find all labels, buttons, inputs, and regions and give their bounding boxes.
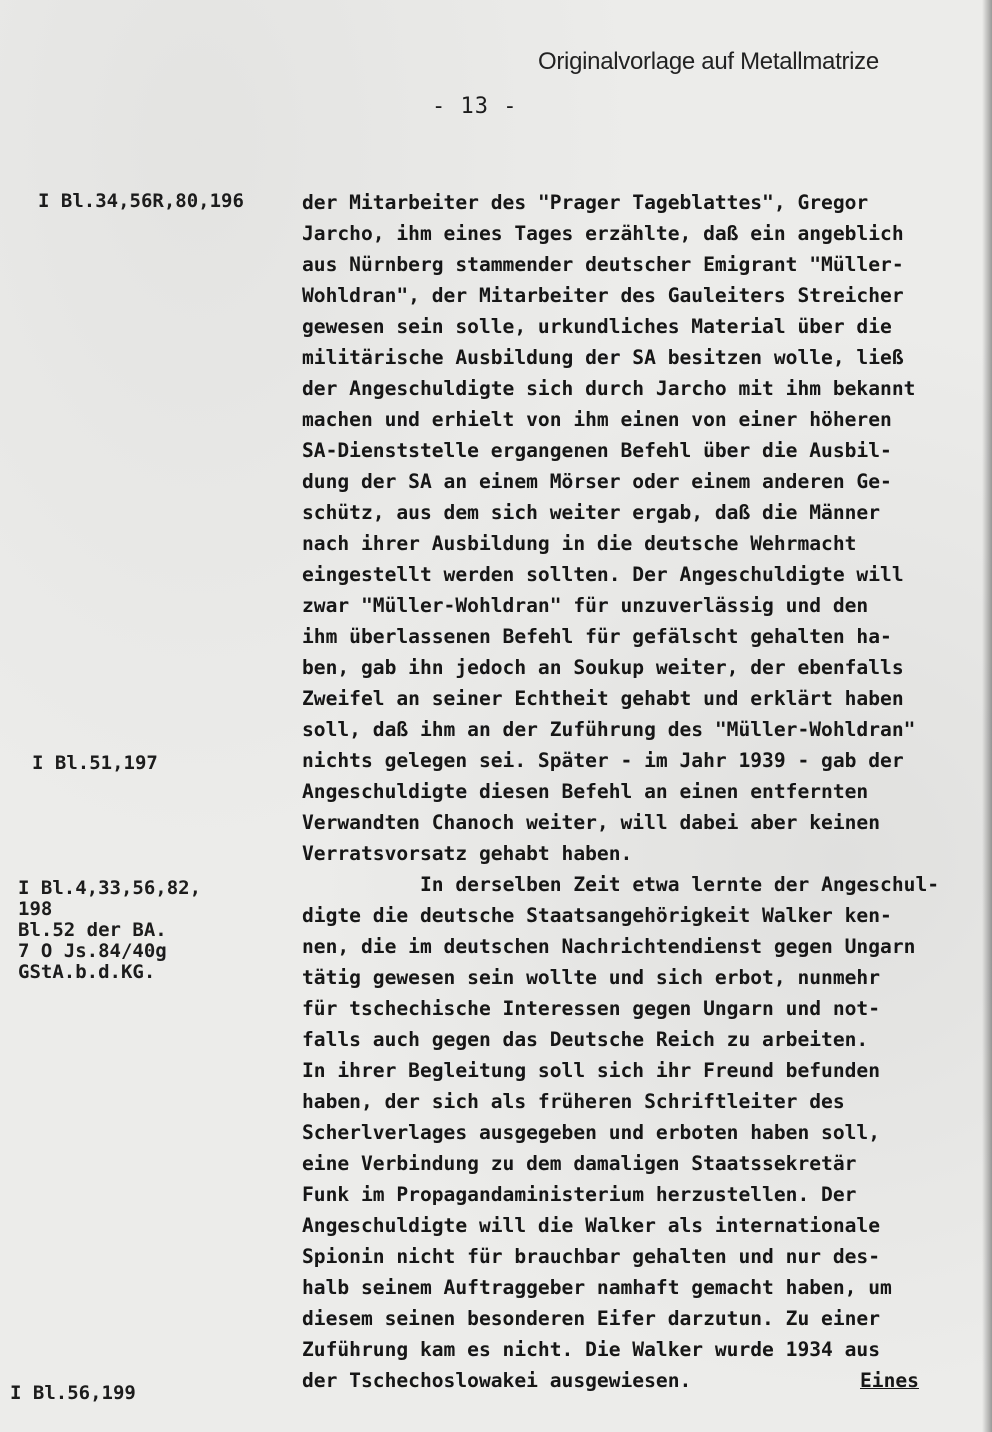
margin-reference-3: I Bl.4,33,56,82, 198 Bl.52 der BA. 7 O Js.84/40g GStA.b.d.KG.	[18, 877, 202, 983]
text-line: Zuführung kam es nicht. Die Walker wurde 1934 aus	[302, 1338, 881, 1361]
original-template-stamp: Originalvorlage auf Metallmatrize	[538, 48, 879, 75]
text-line: tätig gewesen sein wollte und sich erbot, nunmehr	[302, 966, 881, 989]
body-text	[302, 187, 982, 1396]
page-number: - 13 -	[432, 94, 518, 119]
text-line: dung der SA an einem Mörser oder einem anderen Ge-	[302, 470, 892, 493]
text-line: nach ihrer Ausbildung in die deutsche Wehrmacht	[302, 532, 857, 555]
text-line: schütz, aus dem sich weiter ergab, daß die Männer	[302, 501, 881, 524]
text-line: nichts gelegen sei. Später - im Jahr 1939 - gab der	[302, 749, 904, 772]
text-line: der Mitarbeiter des "Prager Tageblattes", Gregor	[302, 191, 869, 214]
margin-reference-1: I Bl.34,56R,80,196	[38, 190, 244, 212]
last-text-line	[302, 1365, 982, 1396]
text-line: haben, der sich als früheren Schriftleiter des	[302, 1090, 845, 1113]
text-line: halb seinem Auftraggeber namhaft gemacht haben, um	[302, 1276, 892, 1299]
text-line: soll, daß ihm an der Zuführung des "Müller-Wohldran"	[302, 718, 916, 741]
scan-edge-shadow	[982, 0, 992, 1432]
text-line: digte die deutsche Staatsangehörigkeit Walker ken-	[302, 904, 892, 927]
text-line: Spionin nicht für brauchbar gehalten und nur des-	[302, 1245, 881, 1268]
text-line: ihm überlassenen Befehl für gefälscht gehalten ha-	[302, 625, 892, 648]
text-line: machen und erhielt von ihm einen von einer höheren	[302, 408, 892, 431]
text-line: militärische Ausbildung der SA besitzen wolle, ließ	[302, 346, 904, 369]
text-line: für tschechische Interessen gegen Ungarn und not-	[302, 997, 881, 1020]
text-line: eine Verbindung zu dem damaligen Staatssekretär	[302, 1152, 857, 1175]
text-line: nen, die im deutschen Nachrichtendienst gegen Ungarn	[302, 935, 916, 958]
last-line-text: der Tschechoslowakei ausgewiesen.	[302, 1369, 692, 1392]
text-line: zwar "Müller-Wohldran" für unzuverlässig und den	[302, 594, 869, 617]
text-line: diesem seinen besonderen Eifer darzutun. Zu einer	[302, 1307, 881, 1330]
text-line: Wohldran", der Mitarbeiter des Gauleiters Streicher	[302, 284, 904, 307]
text-line: Verwandten Chanoch weiter, will dabei aber keinen	[302, 811, 881, 834]
paragraph-start-line: In derselben Zeit etwa lernte der Angeschul-	[420, 873, 940, 896]
text-line: gewesen sein solle, urkundliches Material über die	[302, 315, 892, 338]
margin-reference-2: I Bl.51,197	[32, 752, 158, 774]
catchword: Eines	[860, 1369, 919, 1392]
text-line: Zweifel an seiner Echtheit gehabt und erklärt haben	[302, 687, 904, 710]
text-line: SA-Dienststelle ergangenen Befehl über die Ausbil-	[302, 439, 892, 462]
text-line: Scherlverlages ausgegeben und erboten haben soll,	[302, 1121, 881, 1144]
text-line: In ihrer Begleitung soll sich ihr Freund befunden	[302, 1059, 881, 1082]
text-line: aus Nürnberg stammender deutscher Emigrant "Müller-	[302, 253, 904, 276]
text-line: Funk im Propagandaministerium herzustellen. Der	[302, 1183, 857, 1206]
text-line: Angeschuldigte diesen Befehl an einen entfernten	[302, 780, 869, 803]
text-line: ben, gab ihn jedoch an Soukup weiter, der ebenfalls	[302, 656, 904, 679]
text-line: Verratsvorsatz gehabt haben.	[302, 842, 633, 865]
text-line: falls auch gegen das Deutsche Reich zu arbeiten.	[302, 1028, 869, 1051]
text-line: der Angeschuldigte sich durch Jarcho mit ihm bekannt	[302, 377, 916, 400]
text-line: Jarcho, ihm eines Tages erzählte, daß ein angeblich	[302, 222, 904, 245]
margin-reference-4: I Bl.56,199	[10, 1382, 136, 1404]
text-line: eingestellt werden sollten. Der Angeschuldigte will	[302, 563, 904, 586]
text-line: Angeschuldigte will die Walker als internationale	[302, 1214, 881, 1237]
